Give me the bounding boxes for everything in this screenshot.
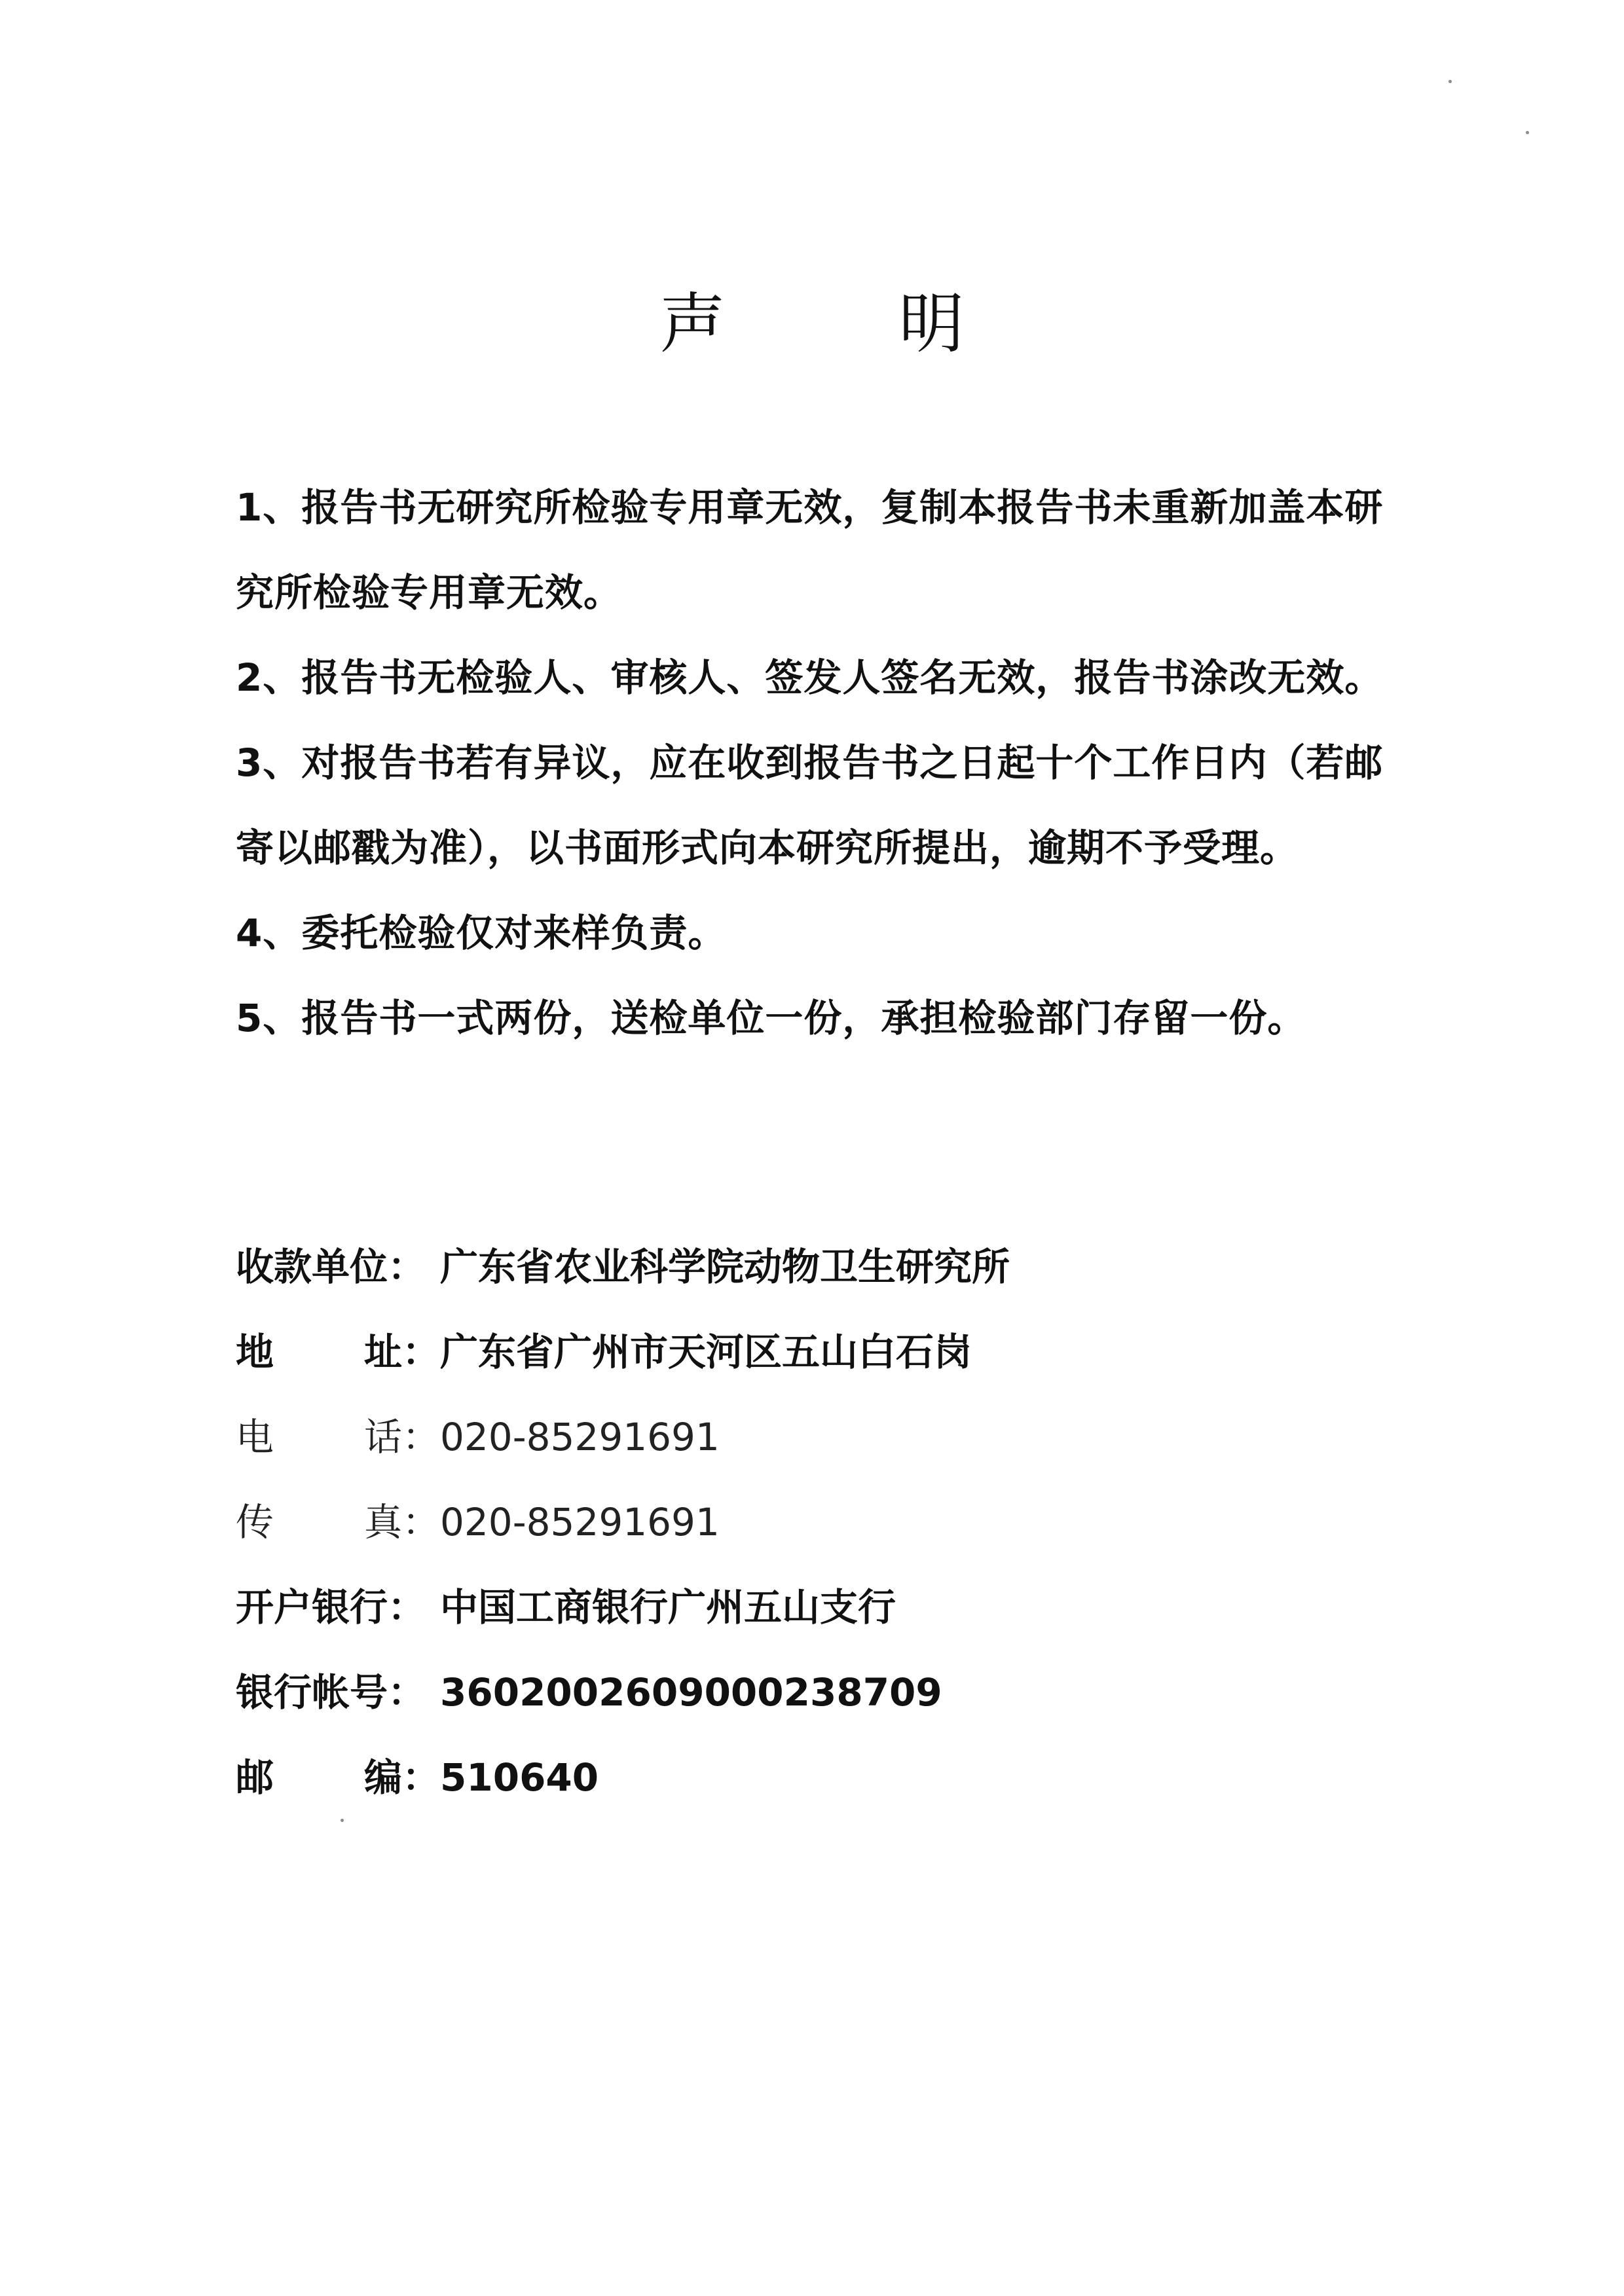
address-row [236, 1309, 1388, 1394]
statement-list [236, 465, 1388, 1061]
phone-label [236, 1394, 440, 1480]
account-row [236, 1650, 1388, 1735]
title-char-2: 明 [898, 285, 965, 362]
postcode-label-a: 邮 [236, 1755, 274, 1800]
scan-speck [1449, 80, 1452, 83]
scan-speck [1526, 131, 1529, 134]
postcode-value: 510640 [440, 1755, 599, 1800]
fax-label [236, 1480, 440, 1565]
address-label-a: 地 [236, 1330, 274, 1374]
address-value: 广东省广州市天河区五山白石岗 [440, 1330, 972, 1374]
bank-value: 中国工商银行广州五山支行 [440, 1585, 896, 1630]
statement-item: 3、对报告书若有异议，应在收到报告书之日起十个工作日内（若邮寄以邮戳为准），以书面形式向本研究所提出，逾期不予受理。 [236, 740, 1384, 870]
phone-label-a: 电 [236, 1415, 274, 1459]
bank-label: 开户银行： [236, 1585, 426, 1630]
statement-item: 1、报告书无研究所检验专用章无效，复制本报告书未重新加盖本研究所检验专用章无效。 [236, 485, 1384, 615]
statement-item: 2、报告书无检验人、审核人、签发人签名无效，报告书涂改无效。 [236, 655, 1384, 700]
bank-row [236, 1565, 1388, 1650]
account-label: 银行帐号： [236, 1670, 426, 1715]
fax-row [236, 1480, 1388, 1565]
statement-item: 5、报告书一式两份，送检单位一份，承担检验部门存留一份。 [236, 996, 1306, 1040]
payee-label: 收款单位： [236, 1245, 426, 1289]
address-label [236, 1309, 440, 1394]
payee-value: 广东省农业科学院动物卫生研究所 [440, 1245, 1010, 1289]
payment-info [236, 1224, 1388, 1820]
fax-label-b: 真： [363, 1500, 440, 1544]
postcode-label [236, 1735, 440, 1820]
postcode-row [236, 1735, 1388, 1820]
page-title [0, 282, 1624, 367]
payee-row [236, 1224, 1388, 1309]
phone-row [236, 1394, 1388, 1480]
fax-value: 020-85291691 [440, 1500, 720, 1544]
address-label-b: 址： [363, 1330, 440, 1374]
account-value: 3602002609000238709 [440, 1670, 942, 1715]
phone-value: 020-85291691 [440, 1415, 720, 1459]
title-char-1: 声 [659, 285, 726, 362]
statement-item: 4、委托检验仅对来样负责。 [236, 911, 727, 955]
postcode-label-b: 编： [363, 1755, 440, 1800]
phone-label-b: 话： [363, 1415, 440, 1459]
fax-label-a: 传 [236, 1500, 274, 1544]
